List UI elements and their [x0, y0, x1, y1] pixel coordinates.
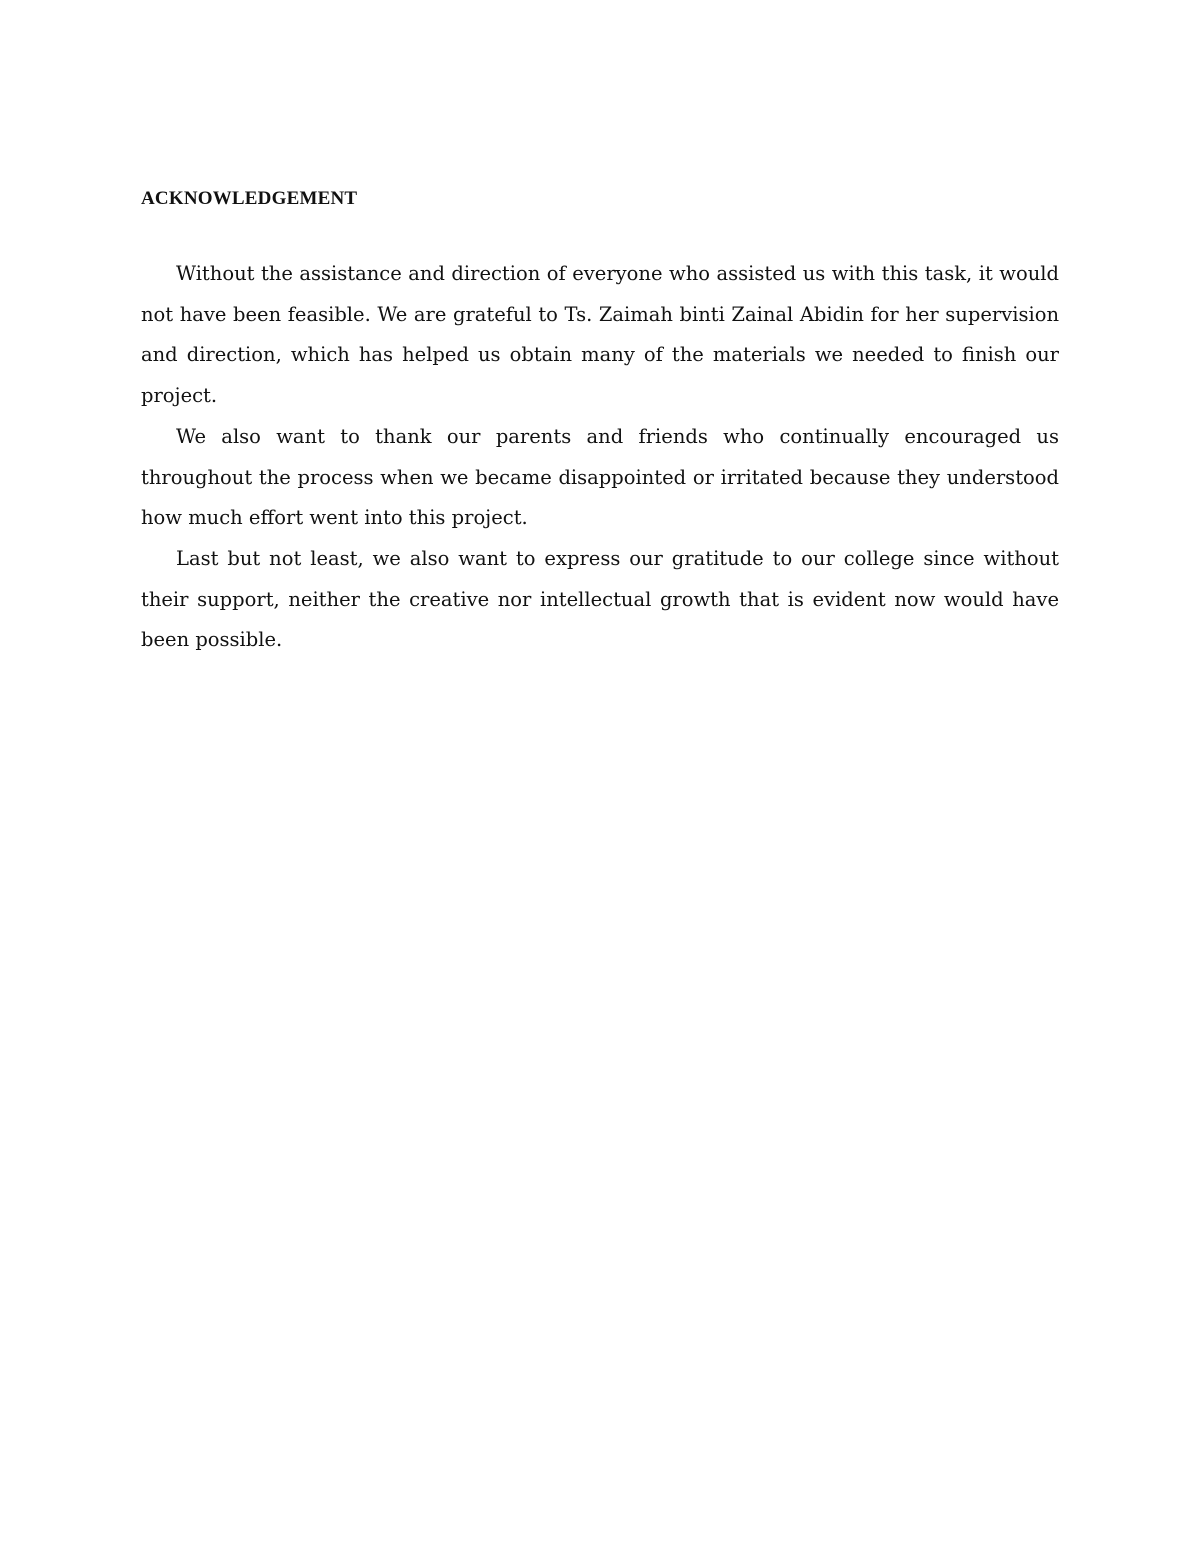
page-content [141, 184, 1059, 661]
paragraph-2: We also want to thank our parents and friends who continually encouraged us throughout the process when we became disappointed or irritated because they understood how much effort went into this project. [141, 424, 1059, 530]
paragraph-1: Without the assistance and direction of everyone who assisted us with this task, it would not have been feasible. We are grateful to Ts. Zaimah binti Zainal Abidin for her supervision and direction, which has helped us obtain many of the materials we needed to finish our project. [141, 262, 1059, 408]
page-title: ACKNOWLEDGEMENT [141, 188, 358, 209]
paragraph-3: Last but not least, we also want to express our gratitude to our college since without their support, neither the creative nor intellectual growth that is evident now would have been possible. [141, 546, 1059, 652]
